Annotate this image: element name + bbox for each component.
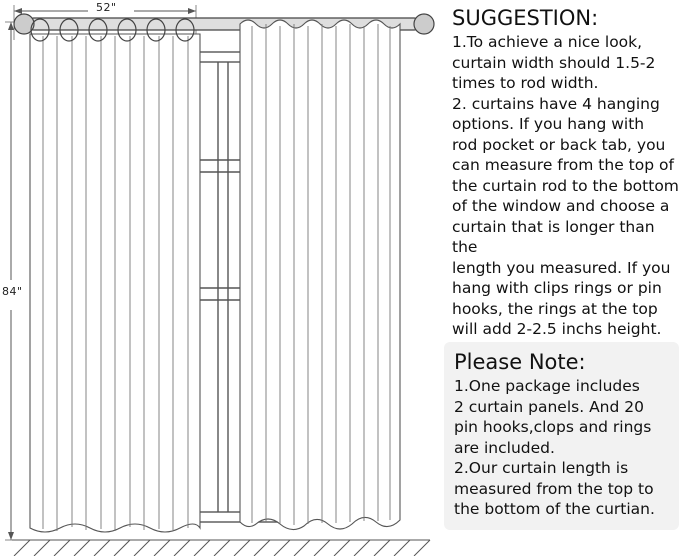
suggestion-block — [452, 6, 679, 340]
suggestion-line: will add 2-2.5 inchs height. — [452, 320, 662, 338]
suggestion-line: hooks, the rings at the top — [452, 299, 658, 318]
suggestion-line: rod pocket or back tab, you — [452, 135, 666, 154]
note-line: measured from the top to — [454, 479, 654, 498]
suggestion-line: options. If you hang with — [452, 115, 645, 133]
suggestion-line: of the window and choose a — [452, 197, 670, 215]
floor-hatching — [12, 540, 430, 556]
height-dimension-label: 84" — [2, 285, 23, 298]
note-line: 2.Our curtain length is — [454, 459, 629, 477]
text-column — [452, 0, 679, 556]
note-line: the bottom of the curtian. — [454, 500, 655, 518]
suggestion-line: length you measured. If you — [452, 258, 671, 277]
suggestion-line: 1.To achieve a nice look, — [452, 33, 643, 51]
note-line: are included. — [454, 438, 555, 457]
suggestion-line: curtain width should 1.5-2 — [452, 53, 656, 72]
suggestion-line: times to rod width. — [452, 74, 599, 92]
note-heading: Please Note: — [454, 350, 586, 374]
suggestion-line: curtain that is longer than the — [452, 217, 655, 256]
suggestion-line: hang with clips rings or pin — [452, 279, 662, 297]
width-dimension-label: 52" — [96, 1, 117, 14]
suggestion-body — [452, 32, 679, 340]
right-curtain-panel — [240, 20, 400, 530]
note-body — [454, 376, 671, 520]
note-line: 2 curtain panels. And 20 — [454, 397, 644, 416]
please-note-block — [444, 342, 679, 530]
suggestion-heading: SUGGESTION: — [452, 6, 599, 30]
note-line: 1.One package includes — [454, 377, 640, 395]
suggestion-line: 2. curtains have 4 hanging — [452, 94, 660, 113]
note-line: pin hooks,clops and rings — [454, 418, 652, 436]
suggestion-line: the curtain rod to the bottom — [452, 176, 679, 195]
suggestion-line: can measure from the top of — [452, 156, 674, 174]
